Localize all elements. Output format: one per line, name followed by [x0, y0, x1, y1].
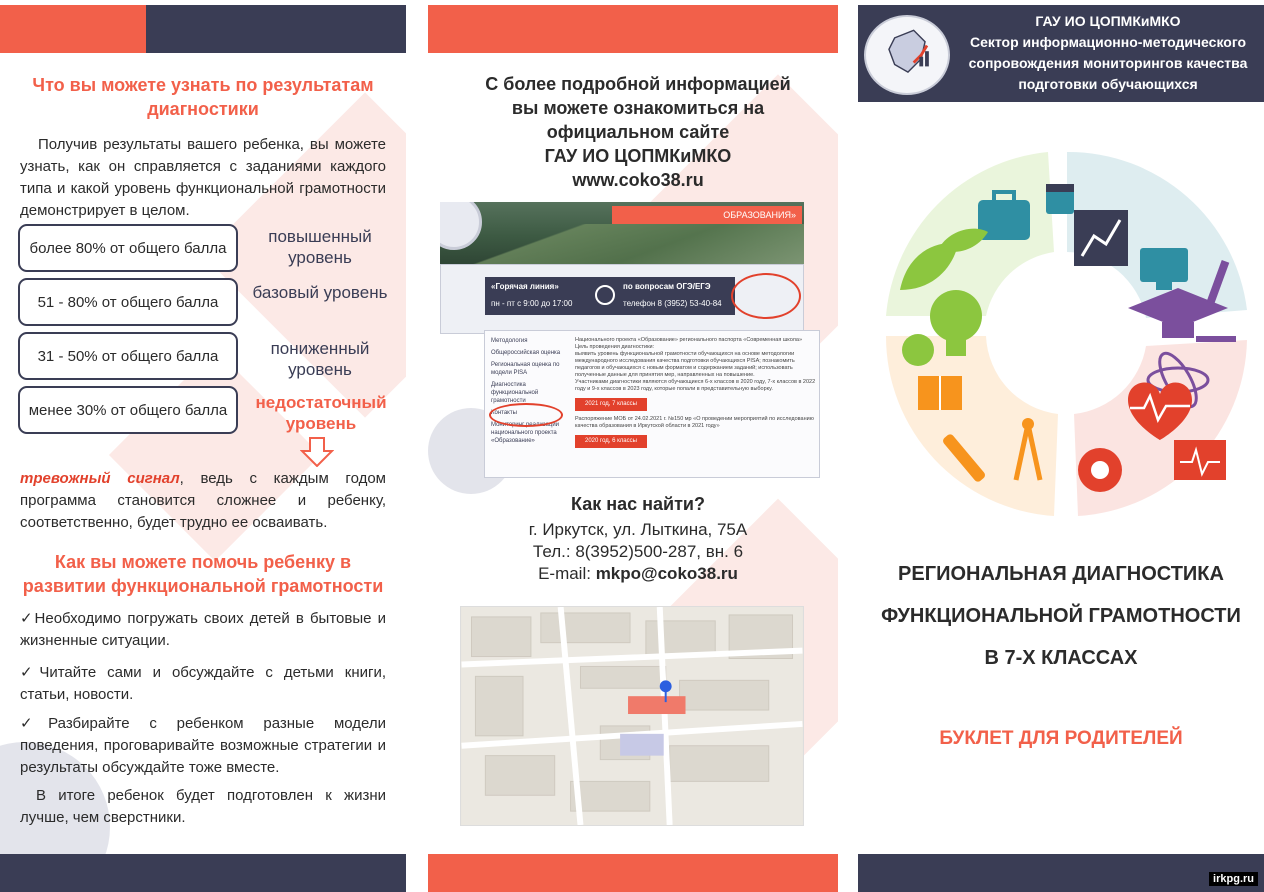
org-name [956, 11, 1260, 95]
level-range: 51 - 80% от общего балла [18, 278, 238, 326]
panel-cover [858, 0, 1264, 892]
tip-item: ✓Необходимо погружать своих детей в бытовые и жизненные ситуации. [20, 610, 386, 649]
site-paragraph: Цель проведения диагностики: [575, 344, 655, 350]
info-text [458, 72, 818, 192]
org-line: подготовки обучающихся [1018, 76, 1198, 92]
calendar-icon [1046, 184, 1074, 214]
conclusion-text: В итоге ребенок будет подготовлен к жизни лучше, чем сверстники. [20, 787, 386, 826]
panel-contacts [428, 0, 838, 892]
info-line: С более подробной информацией [485, 74, 791, 94]
map-block [620, 734, 664, 756]
email-label: E-mail: [538, 564, 596, 583]
headset-icon [595, 285, 615, 305]
title-line: РЕГИОНАЛЬНАЯ ДИАГНОСТИКА [898, 563, 1224, 585]
hotline-phone: телефон 8 (3952) 53-40-84 [623, 299, 722, 308]
hotline-title: «Горячая линия» [491, 282, 559, 291]
email-line [458, 563, 818, 585]
level-row [18, 386, 398, 434]
level-label: пониженный уровень [270, 339, 370, 379]
hotline-topic: по вопросам ОГЭ/ЕГЭ [623, 282, 711, 291]
help-heading: Как вы можете помочь ребенку в развитии функциональной грамотности [22, 552, 384, 596]
contact-block [458, 519, 818, 585]
title-line: В 7-Х КЛАССАХ [984, 647, 1138, 669]
phone-text: Тел.: 8(3952)500-287, вн. 6 [532, 542, 744, 561]
warning-text [20, 468, 386, 534]
level-range: менее 30% от общего балла [18, 386, 238, 434]
sidebar-item: Методология [491, 338, 528, 344]
info-line: официальном сайте [546, 122, 730, 142]
sidebar-item: Мониторинг реализации национального проекта «Образование» [491, 422, 560, 444]
bottom-bar [428, 854, 838, 892]
monitor-icon [1174, 440, 1226, 480]
site-sidebar [491, 337, 567, 449]
sidebar-item: Региональная оценка по модели PISA [491, 362, 560, 376]
globe-icon [902, 334, 934, 366]
site-header-button: ОБРАЗОВАНИЯ» [612, 206, 802, 224]
bottom-bar [0, 854, 406, 892]
gear-icon [1078, 448, 1122, 492]
site-paragraph: Национального проекта «Образование» регионального паспорта «Современная школа» [575, 337, 803, 343]
level-row [18, 332, 398, 380]
website-link: www.coko38.ru [572, 170, 704, 190]
level-row [18, 224, 398, 272]
cover-subtitle: БУКЛЕТ ДЛЯ РОДИТЕЛЕЙ [939, 728, 1183, 749]
level-row [18, 278, 398, 326]
building-highlight [628, 696, 685, 714]
hotline-hours: пн - пт с 9:00 до 17:00 [491, 299, 573, 308]
location-map [460, 606, 804, 826]
site-header-mountains [440, 224, 804, 264]
tip-item: ✓Разбирайте с ребенком разные модели поведения, проговаривайте возможные стратегии и результаты обсуждайте тоже вместе. [20, 715, 386, 776]
site-watermark: irkpg.ru [1209, 872, 1258, 886]
site-paragraph: выявить уровень функциональной грамотности обучающихся на основе методологии международного исследования качества подготовки обучающихся PISA; познакомить педагогов и обучающихся с новым форматом и содержанием заданий; использовать полученные данные для принятия мер, направленных на повышение. [575, 351, 795, 378]
education-icons-donut [878, 140, 1256, 526]
hotline-bar [485, 277, 735, 315]
address-text: г. Иркутск, ул. Лыткина, 75А [528, 520, 748, 539]
chart-icon [1074, 210, 1128, 266]
site-header [440, 202, 804, 264]
highlight-oval [731, 273, 801, 319]
tip-item: ✓Читайте сами и обсуждайте с детьми книги, статьи, новости. [20, 664, 386, 703]
down-arrow-icon [300, 437, 334, 467]
warning-emphasis: тревожный сигнал [20, 470, 180, 487]
warning-rest: , ведь с каждым годом программа становится сложнее и ребенку, соответственно, будет трудно ее осваивать. [20, 470, 386, 531]
site-hotline [440, 264, 804, 334]
panel-results [0, 0, 406, 892]
site-paragraph: Распоряжение МОБ от 24.02.2021 г. №150 мр «О проведении мероприятий по исследованию качества образования в Иркутской области в 2021 году» [575, 416, 814, 429]
top-bar [0, 5, 406, 53]
org-line: ГАУ ИО ЦОПМКиМКО [1035, 13, 1181, 29]
site-button: 2020 год, 6 классы [575, 435, 647, 448]
site-content [484, 330, 820, 478]
level-label-critical: недостаточный уровень [255, 393, 387, 433]
sidebar-item: Диагностика функциональной грамотности [491, 382, 539, 404]
top-bar [428, 5, 838, 53]
site-button: 2021 год, 7 классы [575, 398, 647, 411]
results-intro: Получив результаты вашего ребенка, вы можете узнать, как он справляется с заданиями каждого типа и какой уровень функциональной грамотности демонстрирует в целом. [20, 136, 386, 219]
website-screenshot [440, 202, 816, 482]
org-line: Сектор информационно-методического [969, 34, 1247, 50]
sidebar-item: Контакты [491, 410, 517, 416]
org-line: сопровождения мониторингов качества [968, 55, 1248, 71]
results-heading: Что вы можете узнать по результатам диагностики [32, 75, 374, 119]
level-range: более 80% от общего балла [18, 224, 238, 272]
highlight-oval [489, 403, 563, 427]
find-us-heading: Как нас найти? [571, 494, 705, 514]
info-line: ГАУ ИО ЦОПМКиМКО [544, 146, 732, 166]
info-line: вы можете ознакомиться на [511, 98, 765, 118]
org-logo [864, 15, 950, 95]
bottom-bar [858, 854, 1264, 892]
level-label: повышенный уровень [268, 227, 372, 267]
sidebar-item: Общероссийская оценка [491, 350, 561, 356]
org-header [858, 5, 1264, 102]
level-label: базовый уровень [252, 283, 388, 302]
title-line: ФУНКЦИОНАЛЬНОЙ ГРАМОТНОСТИ [881, 605, 1241, 627]
book-icon [918, 376, 962, 410]
site-main-text [575, 337, 819, 453]
email-text: mkpo@coko38.ru [595, 564, 738, 583]
site-paragraph: Участниками диагностики являются обучающиеся 6-х классов в 2020 году, 7-х классов в 2022 году и 9-х классов в 2023 году, которые попали в представительную выборку. [575, 379, 816, 392]
cover-title [866, 553, 1256, 679]
level-range: 31 - 50% от общего балла [18, 332, 238, 380]
